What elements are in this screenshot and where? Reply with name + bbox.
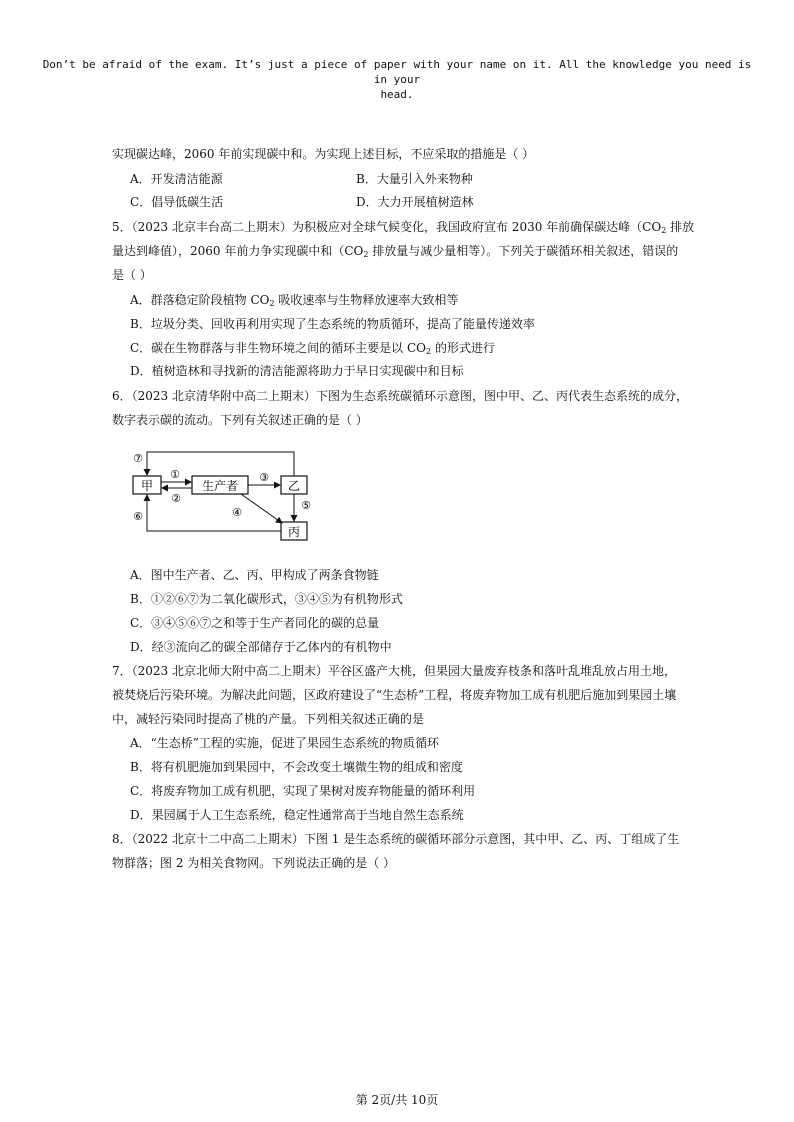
- num-4: ④: [232, 506, 242, 519]
- q7-option-b: B．将有机肥施加到果园中，不会改变土壤微生物的组成和密度: [130, 760, 463, 774]
- num-6: ⑥: [133, 510, 143, 523]
- q5-stem-line-1: 5．（2023 北京丰台高二上期末）为积极应对全球气候变化，我国政府宣布 2030 年前确保碳达峰（$CO_2$ 排放: [112, 220, 695, 235]
- header-line-2: head.: [380, 88, 414, 101]
- q5-stem-line-2: 量达到峰值），2060 年前力争实现碳中和（$CO_2$ 排放量与减少量相等）。下列关于碳循环相关叙述，错误的: [112, 244, 679, 259]
- num-3: ③: [259, 471, 269, 484]
- label-producer: 生产者: [201, 479, 239, 493]
- page-number: 第 2页/共 10页: [355, 1093, 439, 1107]
- arrow-6: [147, 495, 281, 531]
- q5-option-c: C．碳在生物群落与非生物环境之间的循环主要是以 $CO_2$ 的形式进行: [130, 341, 495, 356]
- arrow-4: [241, 494, 282, 523]
- q7-option-a: A．“生态桥”工程的实施，促进了果园生态系统的物质循环: [130, 736, 439, 750]
- q6-stem-line-2: 数字表示碳的流动。下列有关叙述正确的是（ ）: [112, 413, 368, 427]
- q6-option-d: D．经③流向乙的碳全部储存于乙体内的有机物中: [130, 640, 392, 654]
- num-1: ①: [170, 468, 180, 481]
- q6-option-c: C．③④⑤⑥⑦之和等于生产者同化的碳的总量: [130, 616, 380, 630]
- q4-option-c: C．倡导低碳生活: [130, 195, 224, 209]
- q7-stem-line-1: 7．（2023 北京北师大附中高二上期末）平谷区盛产大桃，但果园大量废弃枝条和落叶乱堆乱放占用土地，: [112, 664, 676, 678]
- num-7: ⑦: [133, 452, 143, 465]
- q4-stem: 实现碳达峰，2060 年前实现碳中和。为实现上述目标，不应采取的措施是（ ）: [112, 147, 535, 161]
- num-5: ⑤: [301, 499, 311, 512]
- arrow-7: [147, 452, 294, 476]
- q8-stem-line-2: 物群落；图 2 为相关食物网。下列说法正确的是（ ）: [112, 856, 396, 870]
- q4-option-a: A．开发清洁能源: [130, 172, 223, 186]
- label-bing: 丙: [287, 525, 301, 539]
- q6-option-a: A．图中生产者、乙、丙、甲构成了两条食物链: [130, 568, 379, 582]
- label-jia: 甲: [140, 479, 154, 493]
- q6-stem-line-1: 6．（2023 北京清华附中高二上期末）下图为生态系统碳循环示意图，图中甲、乙、丙代表生态系统的成分，: [112, 389, 688, 403]
- q5-option-d: D．植树造林和寻找新的清洁能源将助力于早日实现碳中和目标: [130, 364, 464, 378]
- q7-stem-line-3: 中，减轻污染同时提高了桃的产量。下列相关叙述正确的是: [112, 712, 425, 726]
- label-yi: 乙: [287, 479, 301, 493]
- q5-stem-line-3: 是（ ）: [112, 268, 152, 282]
- q4-option-b: B．大量引入外来物种: [356, 172, 473, 186]
- q7-stem-line-2: 被焚烧后污染环境。为解决此问题，区政府建设了“生态桥”工程，将废弃物加工成有机肥后施加到果园土壤: [112, 688, 677, 702]
- q5-option-b: B．垃圾分类、回收再利用实现了生态系统的物质循环，提高了能量传递效率: [130, 317, 535, 331]
- q4-option-d: D．大力开展植树造林: [356, 195, 474, 209]
- header-line-1: Don’t be afraid of the exam. It’s just a piece of paper with your name on it. All the knowledge you need is in your: [42, 58, 752, 86]
- page-header-quote: [40, 57, 754, 102]
- num-2: ②: [171, 492, 181, 505]
- q5-option-a: A．群落稳定阶段植物 $CO_2$ 吸收速率与生物释放速率大致相等: [130, 293, 459, 308]
- q7-option-c: C．将废弃物加工成有机肥，实现了果树对废弃物能量的循环利用: [130, 784, 476, 798]
- q7-option-d: D．果园属于人工生态系统，稳定性通常高于当地自然生态系统: [130, 808, 464, 822]
- carbon-cycle-diagram: [126, 446, 326, 546]
- q8-stem-line-1: 8．（2022 北京十二中高二上期末）下图 1 是生态系统的碳循环部分示意图，其中甲、乙、丙、丁组成了生: [112, 832, 680, 846]
- q6-option-b: B．①②⑥⑦为二氧化碳形式，③④⑤为有机物形式: [130, 592, 403, 606]
